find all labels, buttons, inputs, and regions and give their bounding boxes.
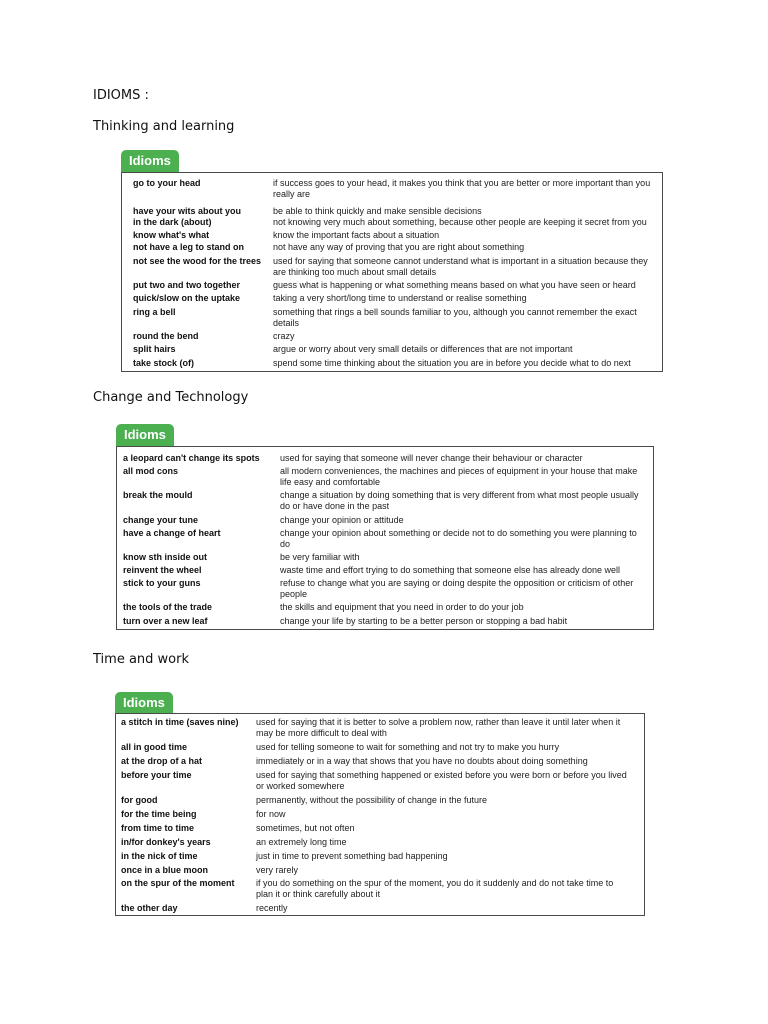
idiom-term: on the spur of the moment (121, 878, 235, 888)
idiom-definition: change your life by starting to be a better person or stopping a bad habit (280, 616, 568, 626)
idiom-term: reinvent the wheel (123, 565, 202, 575)
idiom-term: before your time (121, 770, 192, 780)
idiom-term: have a change of heart (123, 528, 221, 538)
idiom-term: take stock (of) (133, 358, 195, 368)
idiom-definition: used for saying that someone will never change their behaviour or character (280, 453, 583, 463)
idiom-definition: permanently, without the possibility of change in the future (256, 795, 487, 805)
idiom-definition: change your opinion about something or decide not to do something you were planning to do (280, 528, 637, 549)
idiom-definition: sometimes, but not often (256, 823, 355, 833)
idiom-term: a stitch in time (saves nine) (121, 717, 239, 727)
idioms-box-thinking (121, 150, 663, 372)
idiom-term: a leopard can't change its spots (123, 453, 260, 463)
idiom-term: break the mould (123, 490, 193, 500)
idiom-term: split hairs (133, 344, 176, 354)
idiom-term: go to your head (133, 178, 201, 188)
idiom-definition: change your opinion or attitude (280, 515, 404, 525)
idiom-definition: the skills and equipment that you need in order to do your job (280, 602, 524, 612)
idiom-term: in the dark (about) (133, 217, 212, 227)
idiom-term: quick/slow on the uptake (133, 293, 241, 303)
idiom-definition: all modern conveniences, the machines and pieces of equipment in your house that make life easy and comfortable (280, 466, 638, 487)
idiom-term: once in a blue moon (121, 865, 209, 875)
idiom-definition: know the important facts about a situation (273, 230, 440, 240)
idiom-definition: immediately or in a way that shows that you have no doubts about doing something (256, 756, 588, 766)
idiom-definition: very rarely (256, 865, 299, 875)
idiom-term: the tools of the trade (123, 602, 213, 612)
section-heading-thinking: Thinking and learning (93, 119, 235, 134)
idiom-term: not see the wood for the trees (133, 256, 262, 266)
idiom-term: change your tune (123, 515, 199, 525)
idiom-term: know sth inside out (123, 552, 208, 562)
idiom-term: stick to your guns (123, 578, 201, 588)
idiom-term: ring a bell (133, 307, 176, 317)
idiom-term: in/for donkey's years (121, 837, 211, 847)
idiom-definition: used for saying that it is better to solve a problem now, rather than leave it until later when it may be more difficult to deal with (256, 717, 621, 738)
idiom-definition: crazy (273, 331, 295, 341)
idiom-definition: argue or worry about very small details or differences that are not important (273, 344, 573, 354)
idiom-definition: for now (256, 809, 286, 819)
idiom-term: from time to time (121, 823, 195, 833)
idioms-tab: Idioms (116, 424, 174, 446)
idiom-definition: taking a very short/long time to understand or realise something (273, 293, 527, 303)
section-heading-time: Time and work (93, 652, 189, 667)
idiom-term: turn over a new leaf (123, 616, 208, 626)
idiom-term: at the drop of a hat (121, 756, 202, 766)
idiom-definition: waste time and effort trying to do something that someone else has already done well (280, 565, 621, 575)
idiom-term: for the time being (121, 809, 197, 819)
idiom-term: all in good time (121, 742, 188, 752)
idiom-definition: not knowing very much about something, because other people are keeping it secret from you (273, 217, 647, 227)
idiom-term: not have a leg to stand on (133, 242, 245, 252)
idiom-definition: be very familiar with (280, 552, 360, 562)
idiom-definition: be able to think quickly and make sensible decisions (273, 206, 482, 216)
idiom-term: the other day (121, 903, 178, 913)
idioms-tab: Idioms (121, 150, 179, 172)
idiom-definition: if success goes to your head, it makes you think that you are better or more important than you really are (273, 178, 651, 199)
idiom-definition: spend some time thinking about the situation you are in before you decide what to do next (273, 358, 631, 368)
idiom-definition: used for telling someone to wait for something and not try to make you hurry (256, 742, 560, 752)
idiom-definition: something that rings a bell sounds familiar to you, although you cannot remember the exact details (273, 307, 637, 328)
section-heading-change: Change and Technology (93, 390, 249, 405)
idiom-definition: guess what is happening or what something means based on what you have seen or heard (273, 280, 636, 290)
document-title: IDIOMS : (93, 88, 149, 103)
idiom-definition: change a situation by doing something that is very different from what most people usually do or have done in the past (280, 490, 639, 511)
idiom-term: for good (121, 795, 158, 805)
idiom-term: put two and two together (133, 280, 240, 290)
idiom-definition: used for saying that someone cannot understand what is important in a situation because they are thinking too much about small details (273, 256, 648, 277)
idioms-box-time (115, 692, 645, 916)
idiom-term: round the bend (133, 331, 199, 341)
idiom-definition: not have any way of proving that you are right about something (273, 242, 525, 252)
idiom-definition: just in time to prevent something bad happening (256, 851, 448, 861)
idiom-term: all mod cons (123, 466, 179, 476)
idiom-definition: refuse to change what you are saying or doing despite the opposition or criticism of other people (280, 578, 634, 599)
idiom-term: have your wits about you (133, 206, 242, 216)
idioms-box-change (116, 424, 654, 630)
idiom-definition: recently (256, 903, 288, 913)
idiom-definition: an extremely long time (256, 837, 347, 847)
idioms-tab: Idioms (115, 692, 173, 714)
idiom-term: in the nick of time (121, 851, 198, 861)
idiom-definition: if you do something on the spur of the moment, you do it suddenly and do not take time to plan it or think carefully about it (256, 878, 614, 899)
idiom-definition: used for saying that something happened or existed before you were born or before you lived or worked somewhere (256, 770, 627, 791)
idiom-term: know what's what (133, 230, 210, 240)
